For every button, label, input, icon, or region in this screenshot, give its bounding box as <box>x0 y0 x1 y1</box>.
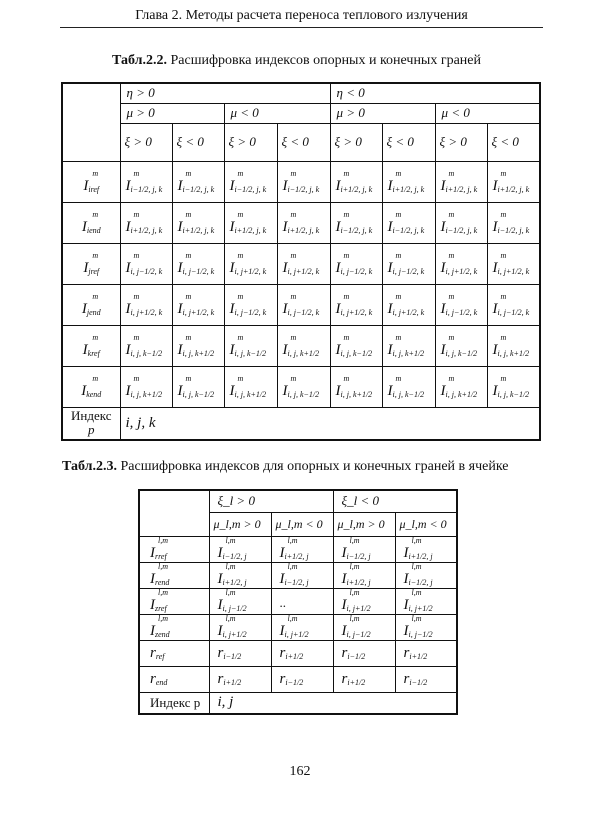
t2-cell-index: i−1/2, j <box>222 552 247 561</box>
t1-cell-index: i, j+1/2, k <box>445 266 478 276</box>
t1-cell: m Ii, j−1/2, k <box>435 284 487 325</box>
t1-cell: m Ii, j−1/2, k <box>330 243 382 284</box>
t1-cell: m Ii, j+1/2, k <box>435 243 487 284</box>
t1-cell-index: i, j, k+1/2 <box>287 348 320 358</box>
t1-row-label: m Ikref <box>62 325 120 366</box>
t1-row-label-sup: m <box>92 209 99 219</box>
t1-cell-index: i+1/2, j, k <box>392 184 425 194</box>
t2-cell-index: i, j+1/2 <box>284 630 309 639</box>
t1-xi-header: ξ < 0 <box>487 123 540 161</box>
t2-cell: ri+1/2 <box>271 640 333 666</box>
t1-row-label-sub: iref <box>88 184 100 194</box>
t1-cell-index: i, j, k+1/2 <box>340 389 373 399</box>
t1-cell-index: i, j+1/2, k <box>340 307 373 317</box>
t2-row-label: rref <box>139 640 209 666</box>
t1-cell-index: i, j, k−1/2 <box>445 348 478 358</box>
t1-xi-row <box>62 123 540 161</box>
t1-cell-index: i, j, k−1/2 <box>340 348 373 358</box>
t1-cell-index: i, j, k+1/2 <box>392 348 425 358</box>
t1-cell-index: i, j, k−1/2 <box>130 348 163 358</box>
t2-cell: l,m Ii−1/2, j <box>333 536 395 562</box>
t2-cell: l,m Ii, j+1/2 <box>209 614 271 640</box>
t2-cell-index: i−1/2 <box>347 652 366 662</box>
t1-cell-index: i, j−1/2, k <box>445 307 478 317</box>
t1-cell: m Ii, j, k−1/2 <box>330 325 382 366</box>
t2-cell-index: i+1/2 <box>347 678 366 688</box>
t1-cell: m Ii−1/2, j, k <box>382 202 435 243</box>
t2-row-label-sup: l,m <box>158 536 168 545</box>
t1-cell: m Ii−1/2, j, k <box>435 202 487 243</box>
t2-data-row <box>139 666 457 692</box>
t2-row-label-sub: ref <box>155 652 165 662</box>
t1-cell: m Ii+1/2, j, k <box>172 202 224 243</box>
t1-row-label-sup: m <box>92 332 99 342</box>
t2-cell: ri−1/2 <box>271 666 333 692</box>
t2-cell: l,m Ii, j+1/2 <box>333 588 395 614</box>
t1-xi-header: ξ > 0 <box>120 123 172 161</box>
t2-xi-header: ξ_l > 0 <box>209 490 333 512</box>
t2-cell: ri+1/2 <box>395 640 457 666</box>
t1-index-label-word: Индекс <box>71 408 112 424</box>
t1-cell-index: i, j+1/2, k <box>234 266 267 276</box>
t2-row-label: rend <box>139 666 209 692</box>
t2-cell: l,m Ii+1/2, j <box>209 562 271 588</box>
t1-cell-index: i, j, k−1/2 <box>392 389 425 399</box>
t2-row-label-sub: rref <box>155 552 167 561</box>
t2-mu-header: μ_l,m > 0 <box>333 512 395 536</box>
t1-cell: m Ii, j, k+1/2 <box>120 366 172 407</box>
t1-cell: m Ii, j, k−1/2 <box>120 325 172 366</box>
t1-eta-row <box>62 83 540 103</box>
table2-caption-text: Расшифровка индексов для опорных и конечных граней в ячейке <box>120 459 509 474</box>
t2-cell: ri+1/2 <box>209 666 271 692</box>
t1-cell-index: i, j, k+1/2 <box>234 389 267 399</box>
t1-cell: m Ii−1/2, j, k <box>120 161 172 202</box>
t1-mu-header: μ > 0 <box>330 103 435 123</box>
t2-cell-index: i, j+1/2 <box>408 604 433 613</box>
t2-data-row <box>139 640 457 666</box>
t2-cell: l,m Ii−1/2, j <box>209 536 271 562</box>
t2-cell-index: i−1/2, j <box>284 578 309 587</box>
t1-xi-header: ξ < 0 <box>382 123 435 161</box>
t2-cell-index: i, j+1/2 <box>346 604 371 613</box>
t2-cell: ri−1/2 <box>209 640 271 666</box>
t1-cell: m Ii−1/2, j, k <box>172 161 224 202</box>
t1-cell: m Ii, j, k−1/2 <box>382 366 435 407</box>
page-number: 162 <box>289 764 311 779</box>
table1-caption <box>112 53 481 69</box>
t1-cell-index: i−1/2, j, k <box>287 184 320 194</box>
t1-xi-header: ξ > 0 <box>330 123 382 161</box>
t2-cell-index: i+1/2 <box>285 652 304 662</box>
t1-cell: m Ii, j+1/2, k <box>382 284 435 325</box>
t2-xi-row <box>139 490 457 512</box>
t1-xi-header: ξ > 0 <box>224 123 277 161</box>
t2-index-label: Индекс p <box>139 692 209 714</box>
t1-cell-index: i+1/2, j, k <box>497 184 530 194</box>
t1-data-row <box>62 243 540 284</box>
t1-cell: m Ii, j, k+1/2 <box>172 325 224 366</box>
t2-cell: ri+1/2 <box>333 666 395 692</box>
t1-cell-index: i, j+1/2, k <box>497 266 530 276</box>
t1-cell-index: i, j−1/2, k <box>130 266 163 276</box>
t1-cell-index: i−1/2, j, k <box>182 184 215 194</box>
t1-data-row <box>62 161 540 202</box>
t1-cell-index: i, j+1/2, k <box>182 307 215 317</box>
t1-cell: m Ii, j, k−1/2 <box>487 366 540 407</box>
t2-mu-header: μ_l,m < 0 <box>395 512 457 536</box>
t1-cell-index: i, j+1/2, k <box>392 307 425 317</box>
t1-cell-index: i−1/2, j, k <box>392 225 425 235</box>
t2-cell: l,m Ii, j+1/2 <box>395 588 457 614</box>
t2-cell-index: i+1/2, j <box>284 552 309 561</box>
t1-cell-index: i, j+1/2, k <box>130 307 163 317</box>
t2-cell-index: i−1/2 <box>409 678 428 688</box>
t2-cell-index: i+1/2, j <box>408 552 433 561</box>
t1-cell-index: i, j−1/2, k <box>497 307 530 317</box>
t1-cell: m Ii+1/2, j, k <box>224 202 277 243</box>
t2-data-row <box>139 588 457 614</box>
t1-cell: m Ii, j−1/2, k <box>224 284 277 325</box>
t1-cell: m Ii+1/2, j, k <box>277 202 330 243</box>
t1-cell: m Ii+1/2, j, k <box>120 202 172 243</box>
t1-cell-index: i, j, k+1/2 <box>445 389 478 399</box>
t2-data-row <box>139 562 457 588</box>
t2-cell: l,m Ii+1/2, j <box>395 536 457 562</box>
t2-index-row <box>139 692 457 714</box>
t1-mu-row <box>62 103 540 123</box>
table1-caption-text: Расшифровка индексов опорных и конечных граней <box>170 53 481 68</box>
t2-corner <box>139 490 209 536</box>
t2-cell-index: i, j−1/2 <box>408 630 433 639</box>
t2-cell-index: i+1/2, j <box>346 578 371 587</box>
t1-cell-index: i−1/2, j, k <box>234 184 267 194</box>
t1-cell: m Ii, j−1/2, k <box>277 284 330 325</box>
running-header: Глава 2. Методы расчета переноса теплового излучения <box>60 8 543 28</box>
t1-cell: m Ii, j+1/2, k <box>224 243 277 284</box>
t1-xi-header: ξ < 0 <box>172 123 224 161</box>
t1-cell-index: i, j, k−1/2 <box>497 389 530 399</box>
table-face-indices-cell <box>138 489 458 715</box>
t2-cell-index: i−1/2 <box>285 678 304 688</box>
t1-cell: m Ii, j+1/2, k <box>487 243 540 284</box>
t1-cell: m Ii−1/2, j, k <box>277 161 330 202</box>
t1-row-label: m Ijref <box>62 243 120 284</box>
t1-row-label-sub: jend <box>86 307 101 317</box>
t2-cell: l,m Ii, j+1/2 <box>271 614 333 640</box>
t1-cell-index: i, j−1/2, k <box>392 266 425 276</box>
t1-cell-index: i+1/2, j, k <box>287 225 320 235</box>
t1-cell-index: i+1/2, j, k <box>130 225 163 235</box>
t2-row-label-sub: rend <box>155 578 170 587</box>
t1-cell-index: i+1/2, j, k <box>340 184 373 194</box>
t1-cell: m Ii, j+1/2, k <box>330 284 382 325</box>
t2-cell: l,m Ii+1/2, j <box>271 536 333 562</box>
t1-cell: m Ii, j+1/2, k <box>172 284 224 325</box>
t2-row-label-sub: zref <box>155 604 167 613</box>
t1-cell-index: i−1/2, j, k <box>497 225 530 235</box>
t2-mu-header: μ_l,m < 0 <box>271 512 333 536</box>
t2-row-label-sup: l,m <box>158 614 168 623</box>
table-face-indices-3d <box>61 82 541 441</box>
t2-cell-index: i, j−1/2 <box>222 604 247 613</box>
t2-row-label: l,m Izend <box>139 614 209 640</box>
t1-cell: m Ii, j, k−1/2 <box>172 366 224 407</box>
t1-data-row <box>62 366 540 407</box>
t1-cell-index: i−1/2, j, k <box>340 225 373 235</box>
t2-row-label-sup: l,m <box>158 588 168 597</box>
t1-cell-index: i+1/2, j, k <box>445 184 478 194</box>
t1-cell-index: i, j, k−1/2 <box>234 348 267 358</box>
t2-cell: l,m Ii+1/2, j <box>333 562 395 588</box>
t1-cell: m Ii, j, k+1/2 <box>224 366 277 407</box>
t2-cell-index: i−1/2, j <box>408 578 433 587</box>
t2-cell-index: i, j+1/2 <box>222 630 247 639</box>
t1-cell-index: i, j−1/2, k <box>287 307 320 317</box>
t2-data-row <box>139 536 457 562</box>
t1-cell: m Ii, j, k+1/2 <box>435 366 487 407</box>
t1-cell: m Ii, j, k+1/2 <box>487 325 540 366</box>
t1-cell: m Ii−1/2, j, k <box>330 202 382 243</box>
t1-row-label-sup: m <box>92 373 99 383</box>
t2-cell-index: i−1/2, j <box>346 552 371 561</box>
t1-data-row <box>62 284 540 325</box>
t1-row-label: m Ijend <box>62 284 120 325</box>
t1-row-label: m Ikend <box>62 366 120 407</box>
t1-row-label-sub: kref <box>87 348 100 358</box>
t2-data-row <box>139 614 457 640</box>
t1-cell: m Ii, j, k+1/2 <box>382 325 435 366</box>
t1-index-label-p: p <box>88 422 95 438</box>
t1-cell-index: i, j−1/2, k <box>182 266 215 276</box>
t1-cell: m Ii, j−1/2, k <box>382 243 435 284</box>
t2-cell: l,m Ii−1/2, j <box>271 562 333 588</box>
t1-corner <box>62 83 120 161</box>
t1-cell: m Ii, j, k−1/2 <box>224 325 277 366</box>
t1-cell: m Ii, j−1/2, k <box>120 243 172 284</box>
t1-index-row <box>62 407 540 440</box>
t2-cell-index: i+1/2, j <box>222 578 247 587</box>
t1-row-label: m Iiend <box>62 202 120 243</box>
t1-cell-index: i−1/2, j, k <box>130 184 163 194</box>
t2-index-value: i, j <box>209 692 457 714</box>
t1-xi-header: ξ > 0 <box>435 123 487 161</box>
t1-row-label-sup: m <box>92 168 99 178</box>
t1-cell-index: i, j, k−1/2 <box>287 389 320 399</box>
t2-cell-index: i+1/2 <box>223 678 242 688</box>
t1-cell: m Ii+1/2, j, k <box>435 161 487 202</box>
t1-cell: m Ii, j−1/2, k <box>487 284 540 325</box>
t1-cell: m Ii, j+1/2, k <box>277 243 330 284</box>
t1-index-label <box>62 407 120 440</box>
t2-cell: l,m Ii, j−1/2 <box>333 614 395 640</box>
t1-cell-index: i, j, k+1/2 <box>130 389 163 399</box>
t1-cell-index: i−1/2, j, k <box>445 225 478 235</box>
t1-row-label: m Iiref <box>62 161 120 202</box>
t2-row-label-sub: end <box>155 678 168 688</box>
t1-row-label-sup: m <box>92 250 99 260</box>
t2-xi-header: ξ_l < 0 <box>333 490 457 512</box>
t1-row-label-sup: m <box>92 291 99 301</box>
t2-cell: l,m Ii, j−1/2 <box>209 588 271 614</box>
t1-eta-header: η < 0 <box>330 83 540 103</box>
t2-cell-index: .. <box>279 594 286 610</box>
table1-caption-number: Табл.2.2. <box>112 53 167 68</box>
t1-cell: m Ii, j+1/2, k <box>120 284 172 325</box>
t1-cell: m Ii+1/2, j, k <box>382 161 435 202</box>
t2-cell: ri−1/2 <box>333 640 395 666</box>
t1-row-label-sub: kend <box>86 389 102 399</box>
t1-xi-header: ξ < 0 <box>277 123 330 161</box>
t2-row-label: l,m Irref <box>139 536 209 562</box>
t1-row-label-sub: jref <box>88 266 100 276</box>
t1-cell-index: i, j−1/2, k <box>234 307 267 317</box>
t1-cell-index: i, j+1/2, k <box>287 266 320 276</box>
t1-mu-header: μ < 0 <box>224 103 330 123</box>
t1-index-value: i, j, k <box>120 407 540 440</box>
t2-cell-index: i, j−1/2 <box>346 630 371 639</box>
t1-cell-index: i, j−1/2, k <box>340 266 373 276</box>
t1-cell: m Ii−1/2, j, k <box>487 202 540 243</box>
t1-cell-index: i, j, k−1/2 <box>182 389 215 399</box>
t1-cell: m Ii, j−1/2, k <box>172 243 224 284</box>
t1-cell: m Ii+1/2, j, k <box>330 161 382 202</box>
t1-mu-header: μ < 0 <box>435 103 540 123</box>
t1-cell-index: i+1/2, j, k <box>182 225 215 235</box>
t1-data-row <box>62 202 540 243</box>
t2-cell: l,m Ii−1/2, j <box>395 562 457 588</box>
t1-cell: m Ii−1/2, j, k <box>224 161 277 202</box>
t2-mu-header: μ_l,m > 0 <box>209 512 271 536</box>
t2-row-label-sub: zend <box>155 630 170 639</box>
t2-row-label: l,m Izref <box>139 588 209 614</box>
t1-cell: m Ii, j, k−1/2 <box>435 325 487 366</box>
t1-cell: m Ii+1/2, j, k <box>487 161 540 202</box>
t2-cell <box>271 588 333 614</box>
t2-row-label-sup: l,m <box>158 562 168 571</box>
t2-cell: ri−1/2 <box>395 666 457 692</box>
t2-cell: l,m Ii, j−1/2 <box>395 614 457 640</box>
t1-cell: m Ii, j, k+1/2 <box>277 325 330 366</box>
t1-cell: m Ii, j, k+1/2 <box>330 366 382 407</box>
t2-cell-index: i−1/2 <box>223 652 242 662</box>
t1-cell-index: i, j, k+1/2 <box>497 348 530 358</box>
t1-data-row <box>62 325 540 366</box>
t1-mu-header: μ > 0 <box>120 103 224 123</box>
t2-cell-index: i+1/2 <box>409 652 428 662</box>
t1-row-label-sub: iend <box>86 225 101 235</box>
t1-cell: m Ii, j, k−1/2 <box>277 366 330 407</box>
t1-cell-index: i, j, k+1/2 <box>182 348 215 358</box>
t1-eta-header: η > 0 <box>120 83 330 103</box>
t1-cell-index: i+1/2, j, k <box>234 225 267 235</box>
t2-row-label: l,m Irend <box>139 562 209 588</box>
table2-caption-number: Табл.2.3. <box>62 459 117 474</box>
table2-caption <box>62 459 509 475</box>
